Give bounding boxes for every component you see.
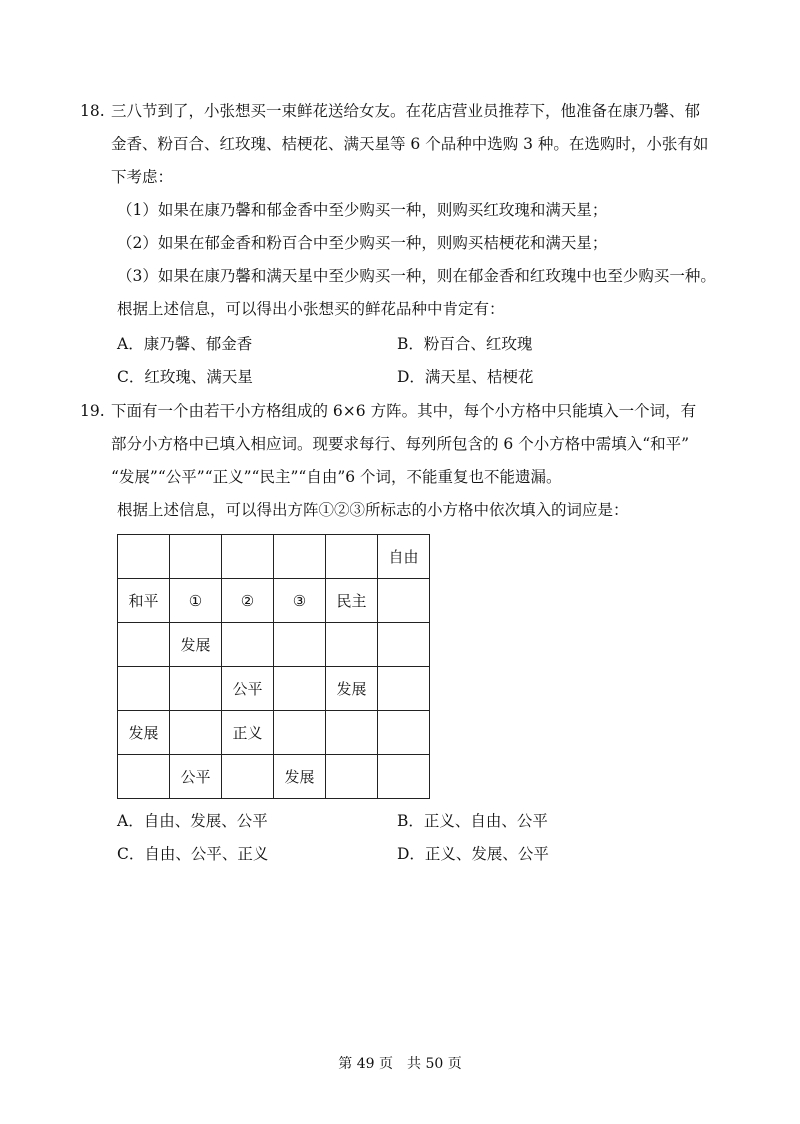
grid-cell (326, 535, 378, 579)
q18-condition-1: （1）如果在康乃馨和郁金香中至少购买一种，则购买红玫瑰和满天星； (117, 201, 608, 219)
q18-number: 18. (80, 102, 105, 120)
grid-cell-marked-1: ① (170, 579, 222, 623)
grid-row (118, 535, 430, 579)
grid-cell (326, 711, 378, 755)
grid-cell: 发展 (326, 667, 378, 711)
grid-cell (274, 667, 326, 711)
q18-option-a: A．康乃馨、郁金香 (117, 335, 253, 353)
grid-cell (222, 755, 274, 799)
grid-row (118, 711, 430, 755)
grid-cell: 发展 (170, 623, 222, 667)
q18-line-2: 金香、粉百合、红玫瑰、桔梗花、满天星等 6 个品种中选购 3 种。在选购时，小张有如 (111, 135, 709, 153)
grid-cell: 民主 (326, 579, 378, 623)
grid-cell (378, 579, 430, 623)
q19-option-c: C．自由、公平、正义 (117, 845, 269, 863)
q18-option-d: D．满天星、桔梗花 (397, 368, 534, 386)
q19-number: 19. (80, 402, 105, 420)
grid-cell: 公平 (170, 755, 222, 799)
q19-option-b: B．正义、自由、公平 (397, 812, 548, 830)
grid-cell-marked-2: ② (222, 579, 274, 623)
grid-cell (378, 623, 430, 667)
grid-cell (378, 667, 430, 711)
q18-option-b: B．粉百合、红玫瑰 (397, 335, 533, 353)
grid-row (118, 667, 430, 711)
grid-row (118, 755, 430, 799)
grid-cell (326, 623, 378, 667)
q19-question: 根据上述信息，可以得出方阵①②③所标志的小方格中依次填入的词应是： (117, 501, 629, 519)
grid-cell (118, 667, 170, 711)
grid-row (118, 579, 430, 623)
grid-cell: 发展 (118, 711, 170, 755)
grid-row (118, 623, 430, 667)
q18-question: 根据上述信息，可以得出小张想买的鲜花品种中肯定有： (117, 300, 505, 318)
grid-cell-marked-3: ③ (274, 579, 326, 623)
grid-cell: 自由 (378, 535, 430, 579)
grid-cell: 正义 (222, 711, 274, 755)
grid-cell (274, 535, 326, 579)
q19-line-2: 部分小方格中已填入相应词。现要求每行、每列所包含的 6 个小方格中需填入“和平” (111, 435, 690, 453)
grid-cell (378, 755, 430, 799)
grid-cell: 发展 (274, 755, 326, 799)
grid-cell (222, 535, 274, 579)
q19-line-3: “发展”“公平”“正义”“民主”“自由”6 个词，不能重复也不能遗漏。 (111, 468, 562, 486)
q18-line-3: 下考虑： (111, 168, 174, 186)
grid-cell (118, 755, 170, 799)
grid-cell (222, 623, 274, 667)
grid-cell: 和平 (118, 579, 170, 623)
q18-condition-2: （2）如果在郁金香和粉百合中至少购买一种，则购买桔梗花和满天星； (117, 234, 608, 252)
word-grid-6x6 (117, 534, 430, 799)
q19-option-a: A．自由、发展、公平 (117, 812, 268, 830)
grid-cell (118, 535, 170, 579)
q18-line-1: 三八节到了，小张想买一束鲜花送给女友。在花店营业员推荐下，他准备在康乃馨、郁 (111, 102, 701, 120)
q18-option-c: C．红玫瑰、满天星 (117, 368, 253, 386)
grid-cell (170, 667, 222, 711)
q18-condition-3: （3）如果在康乃馨和满天星中至少购买一种，则在郁金香和红玫瑰中也至少购买一种。 (117, 267, 716, 285)
grid-cell (170, 535, 222, 579)
grid-cell (118, 623, 170, 667)
grid-cell (274, 623, 326, 667)
grid-cell (326, 755, 378, 799)
q19-option-d: D．正义、发展、公平 (397, 845, 549, 863)
grid-cell (170, 711, 222, 755)
grid-cell (378, 711, 430, 755)
q19-line-1: 下面有一个由若干小方格组成的 6×6 方阵。其中，每个小方格中只能填入一个词，有 (111, 402, 697, 420)
page-footer: 第 49 页 共 50 页 (338, 1056, 462, 1072)
grid-cell: 公平 (222, 667, 274, 711)
grid-cell (274, 711, 326, 755)
